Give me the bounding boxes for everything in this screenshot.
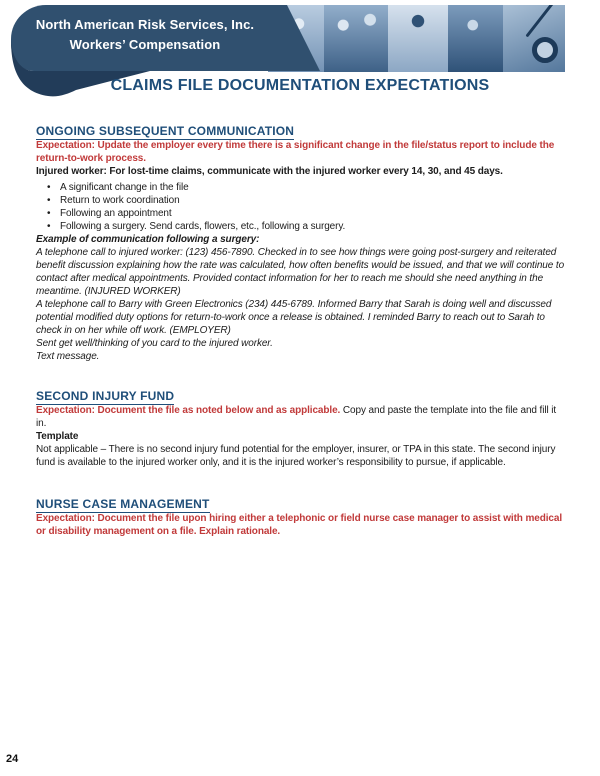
org-subtitle: Workers’ Compensation [69,37,221,52]
example-paragraph-employer: A telephone call to Barry with Green Electronics (234) 445-6789. Informed Barry that Sarah is doing well and discussed potential modified duty options for return-to-work once a release is obtained. I reminded Barry to reach out to Sarah to check in on her while off work. (EMPLOYER) [36,299,552,336]
communication-bullet-list [36,181,566,233]
expectation-bold-text: Expectation: Document the file as noted below and as applicable. [36,405,341,416]
section-ongoing-communication [36,124,566,363]
injured-worker-lead: Injured worker: For lost-time claims, communicate with the injured worker every 14, 30, and 45 days. [36,166,503,177]
expectation-text: Expectation: Document the file upon hiring either a telephonic or field nurse case manager to assist with medical or disability management on a file. Explain rationale. [36,513,563,537]
section-heading-text: SECOND INJURY FUND [36,389,175,403]
section-nurse-case-management [36,497,566,538]
page-header [0,0,600,104]
bullet-item: • Following a surgery. Send cards, flowers, etc., following a surgery. [36,220,566,233]
section-heading [36,124,566,139]
example-paragraph-text-message: Text message. [36,351,100,362]
section-heading [36,497,566,512]
section-second-injury-fund [36,389,566,469]
expectation-regular-text: Copy and paste the template into the file and fill it in. [36,405,557,429]
section-heading [36,389,566,404]
bullet-item: • Return to work coordination [36,194,566,207]
bullet-item: • A significant change in the file [36,181,566,194]
section-heading-text: NURSE CASE MANAGEMENT [36,497,210,511]
expectation-text: Expectation: Update the employer every time there is a significant change in the file/status report to include the return-to-work process. [36,140,555,164]
template-label: Template [36,431,79,442]
page-title: CLAIMS FILE DOCUMENTATION EXPECTATIONS [110,77,490,94]
expectation-text [36,404,566,430]
template-body: Not applicable – There is no second injury fund potential for the employer, insurer, or TPA in this state. The second injury fund is available to the injured worker only, and it is the injured worker’s responsibility to pursue, if applicable. [36,444,556,468]
example-paragraph-injured-worker: A telephone call to injured worker: (123) 456-7890. Checked in to see how things were going post-surgery and reiterated benefit discussion explaining how the rate was calculated, how often benefits would be issued, and that we will continue to contact after medical appointments. Provided contact information for her to reach me should she need anything in the meantime. (INJURED WORKER) [36,247,565,297]
document-body [0,104,600,538]
page-number: 24 [6,753,19,765]
org-banner [16,15,274,55]
org-name: North American Risk Services, Inc. [35,17,255,32]
example-heading: Example of communication following a surgery: [36,234,260,245]
bullet-item: • Following an appointment [36,207,566,220]
section-heading-text: ONGOING SUBSEQUENT COMMUNICATION [36,124,295,138]
example-paragraph-card: Sent get well/thinking of you card to the injured worker. [36,338,273,349]
